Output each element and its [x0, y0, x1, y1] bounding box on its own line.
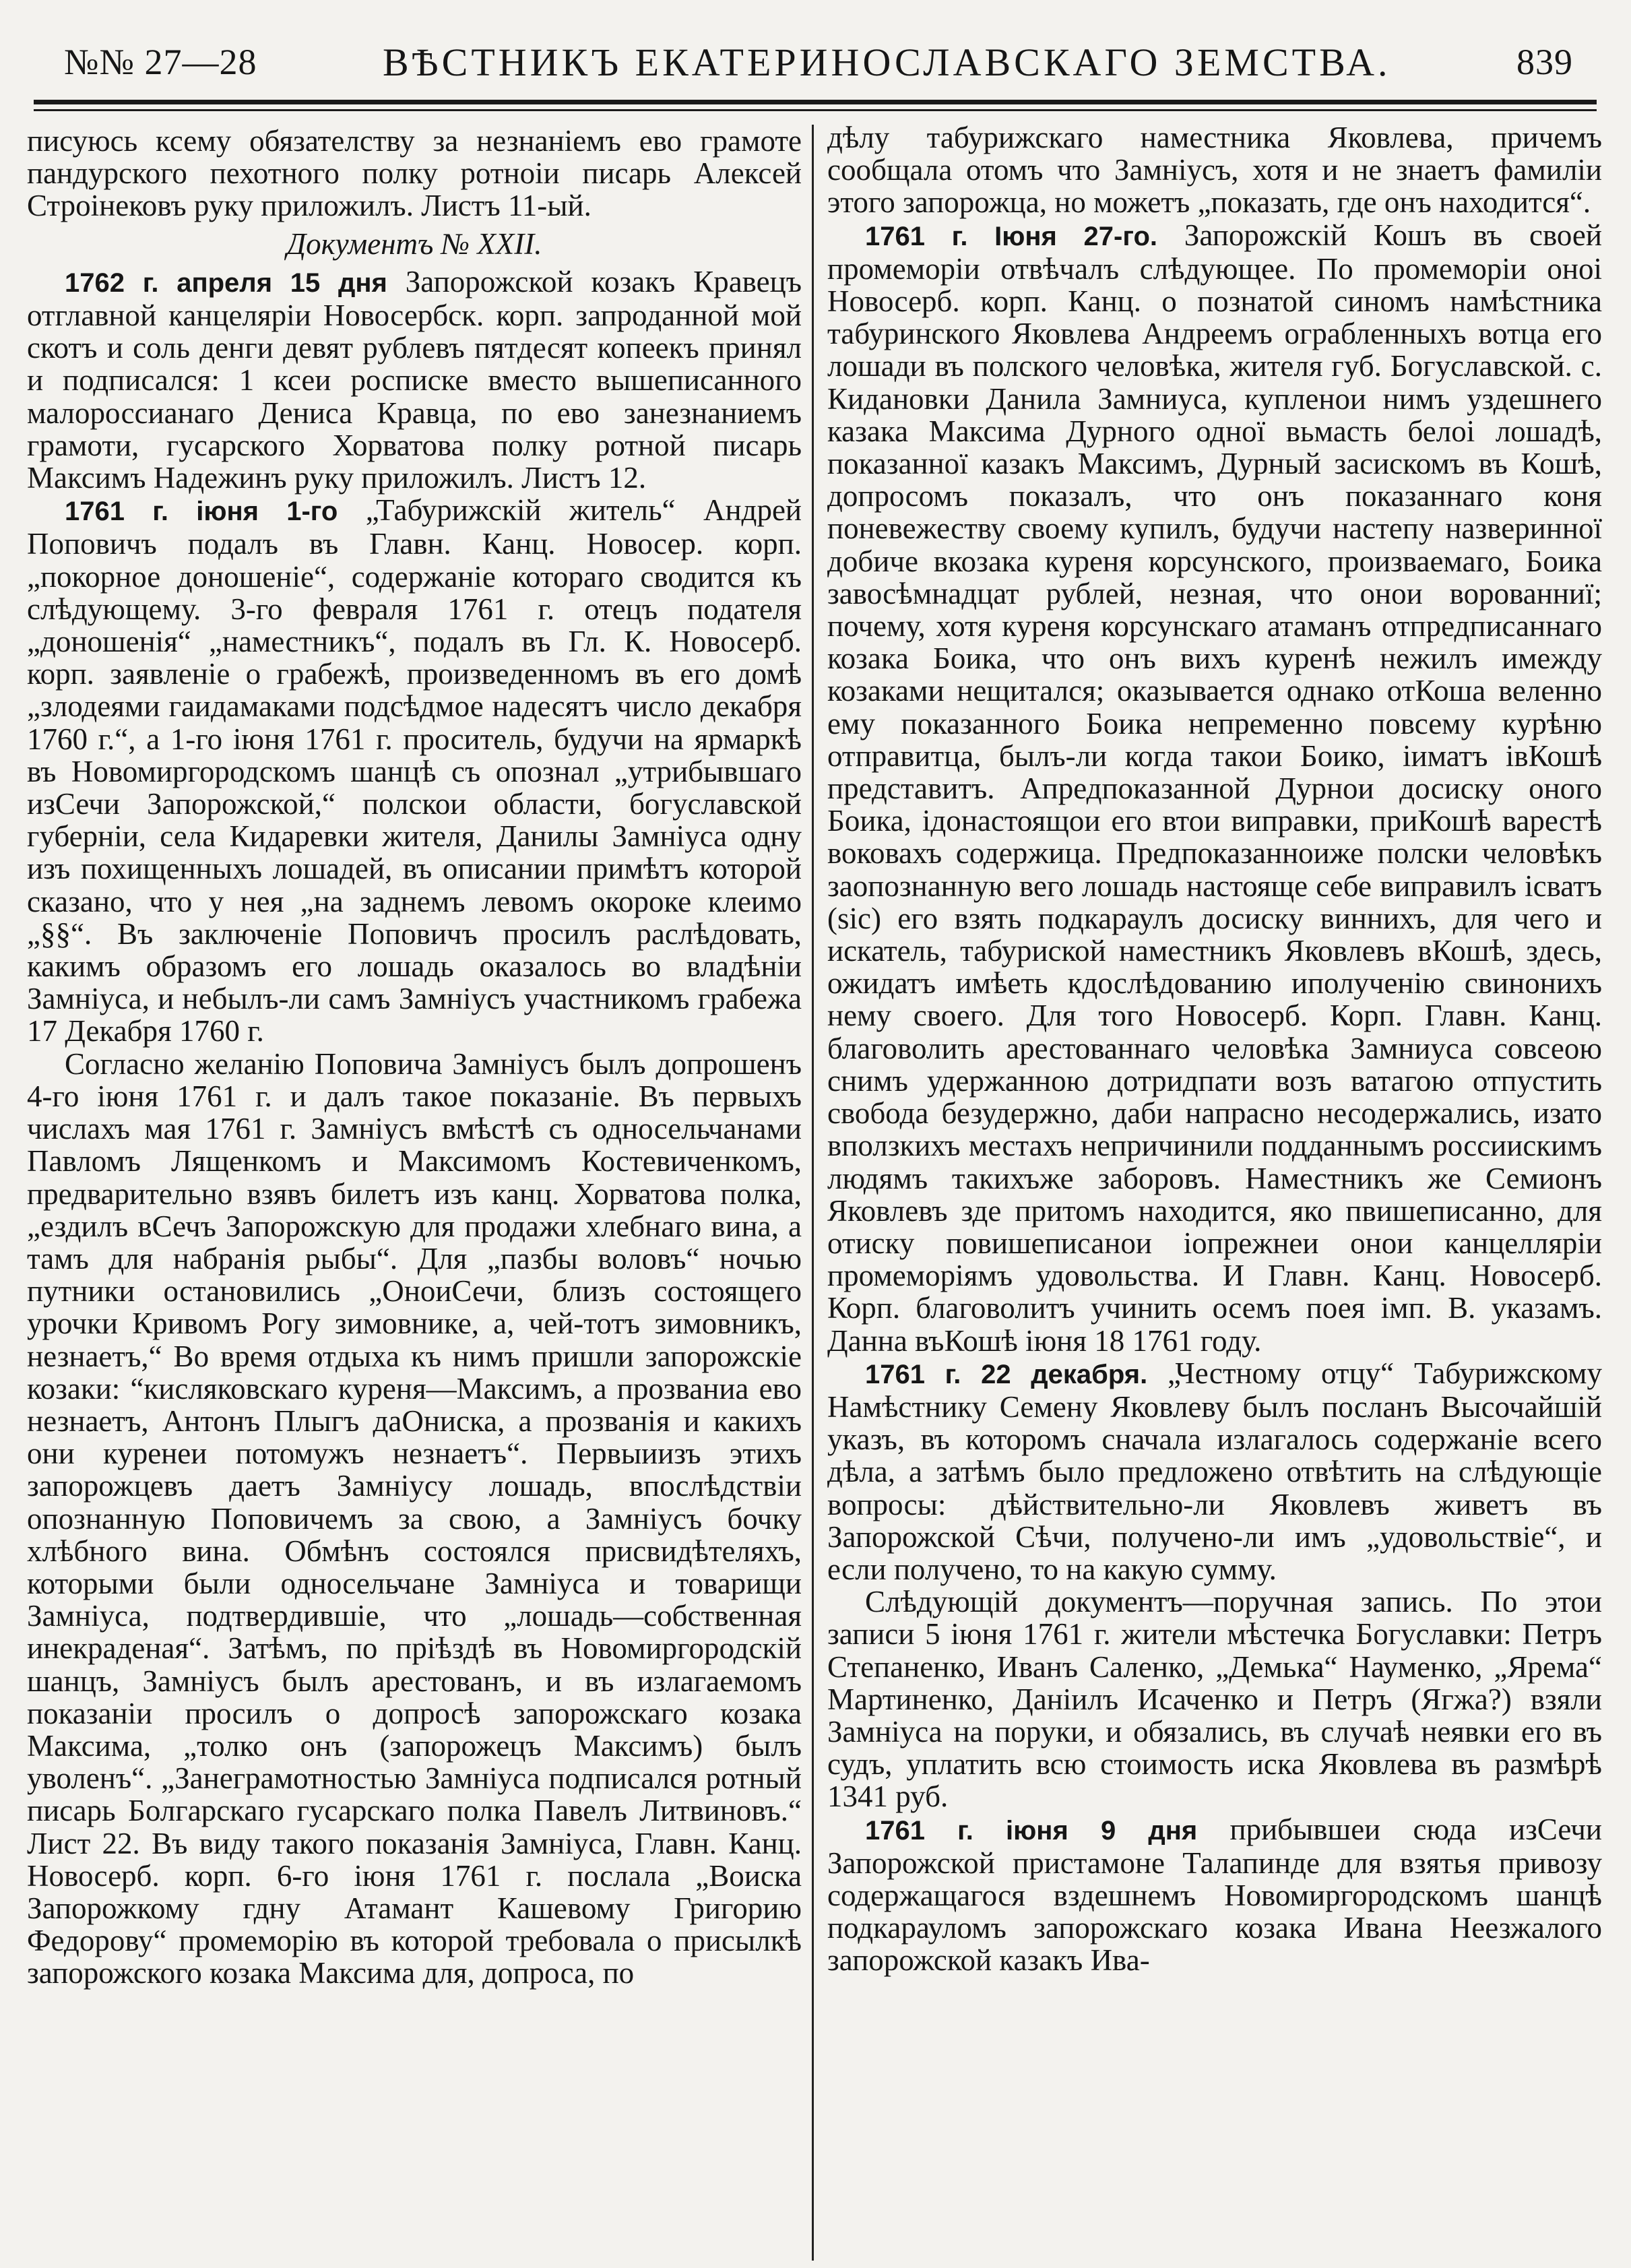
paragraph	[827, 1813, 1602, 1977]
document-title: Документъ № XXII.	[286, 226, 542, 261]
paragraph	[27, 494, 802, 1047]
entry-text: „Честному отцу“ Табурижскому Намѣстнику Семену Яковлеву былъ посланъ Высочайшій указъ, въ которомъ сначала излагалось содержаніе всего дѣла, а затѣмъ было предложено отвѣтить на слѣдующіе вопросы: дѣйствительно-ли Яковлевъ живетъ въ Запорожской Сѣчи, получено-ли имъ „удовольствіе“, и если получено, то на какую сумму.	[827, 1356, 1602, 1586]
column-divider	[812, 125, 814, 2261]
paragraph	[27, 265, 802, 494]
right-column	[827, 121, 1602, 2257]
header-rule-thin	[34, 109, 1597, 111]
entry-date: 1761 г. Іюня 27-го.	[865, 221, 1158, 251]
paragraph	[827, 1357, 1602, 1585]
header-rule-thick	[34, 100, 1597, 104]
entry-date: 1761 г. іюня 1-го	[65, 497, 338, 527]
entry-date: 1761 г. іюня 9 дня	[865, 1815, 1198, 1846]
left-column	[27, 125, 802, 2261]
entry-text: „Табурижскій житель“ Андрей Поповичъ подалъ въ Главн. Канц. Новосер. корп. „покорное доношеніе“, содержаніе котораго сводится къ слѣдующему. 3-го февраля 1761 г. отецъ подателя „доношенія“ „наместникъ“, подалъ въ Гл. К. Новосерб. корп. заявленіе о грабежѣ, произведенномъ въ его домѣ „злодеями гаидамаками подсѣдмое надесятъ число декабря 1760 г.“, а 1-го іюня 1761 г. проситель, будучи на ярмаркѣ въ Новомиргородскомъ шанцѣ съ опознал „утрибывшаго изСечи Запорожской,“ полскои области, богуславской губерніи, села Кидаревки жителя, Данилы Замніуса одну изъ похищенныхъ лошадей, въ описании примѣтъ которой сказано, что у нея „на заднемъ левомъ окороке клеимо „§§“. Въ заключеніе Поповичъ просилъ раслѣдовать, какимъ образомъ его лошадь оказалось во владѣніи Замніуса, и небылъ-ли самъ Замніусъ участникомъ грабежа 17 Декабря 1760 г.	[27, 493, 802, 1048]
entry-date: 1762 г. апреля 15 дня	[65, 267, 387, 298]
paragraph: писуюсь ксему обязателству за незнаніемъ ево грамоте пандурского пехотного полку ротноіи писарь Алексей Строінековъ руку приложилъ. Листъ 11-ый.	[27, 125, 802, 223]
running-header	[64, 35, 1573, 89]
entry-text: Запорожской козакъ Кравецъ отглавной канцеляріи Новосербск. корп. запроданной мой скотъ и соль денги девят рублевъ пятдесят копеекъ принял и подписался: 1 ксеи росписке вместо вышеписанного малороссианаго Дениса Кравца, по ево занезнаниемъ грамоти, гусарского Хорватова полку ротной писарь Максимъ Надежинъ руку приложилъ. Листъ 12.	[27, 264, 802, 495]
paragraph	[827, 219, 1602, 1357]
paragraph: Согласно желанію Поповича Замніусъ былъ допрошенъ 4-го іюня 1761 г. и далъ такое показаніе. Въ первыхъ числахъ мая 1761 г. Замніусъ вмѣстѣ съ односельчанами Павломъ Лященкомъ и Максимомъ Костевиченкомъ, предварительно взявъ билетъ изъ канц. Хорватова полка, „ездилъ вСечъ Запорожскую для продажи хлебнаго вина, а тамъ для набранія рыбы“. Для „пазбы воловъ“ ночью путники остановились „ОноиСечи, близъ состоящего урочки Кривомъ Рогу зимовнике, а, чей-тотъ зимовникъ, незнаетъ,“ Во время отдыха къ нимъ пришли запорожскіе козаки: “кисляковскаго куреня—Максимъ, а прозваниа ево незнаетъ, Антонъ Плыгъ даОниска, а прозванія и какихъ они куренеи потомужъ незнаетъ“. Первыиизъ этихъ запорожцевъ даетъ Замніусу лошадь, впослѣдствіи опознанную Поповичемъ за свою, а Замніусъ бочку хлѣбного вина. Обмѣнъ состоялся присвидѣтеляхъ, которыми были односельчане Замніуса и товарищи Замніуса, подтвердившіе, что „лошадь—собственная инекраденая“. Затѣмъ, по пріѣздѣ въ Новомиргородскій шанцъ, Замніусъ былъ арестованъ, и въ излагаемомъ показаніи просилъ о допросѣ запорожскаго козака Максима, „толко онъ (запорожецъ Максимъ) былъ уволенъ“. „Занеграмотностью Замніуса подписался ротный писарь Болгарскаго гусарскаго полка Павелъ Литвиновъ.“ Лист 22. Въ виду такого показанія Замніуса, Главн. Канц. Новосерб. корп. 6-го іюня 1761 г. послала „Воиска Запорожкому гдну Атамант Кашевому Григорию Федорову“ промеморію въ которой требовала о присылкѣ запорожского козака Максима для, допроса, по	[27, 1046, 802, 1990]
entry-text: Запорожскій Кошъ въ своей промеморіи отвѣчалъ слѣдующее. По промеморіи оноі Новосерб. корп. Канц. о познатой синомъ намѣстника табуринского Яковлева Андреемъ ограбленныхъ вотца его лошади въ полского человѣка, жителя губ. Богуславской. с. Кидановки Данила Замниуса, купленои нимъ уздешнего казака Максима Дурного одної вьмасть белоі лошадѣ, показанної казакъ Максимъ, Дурный засискомъ въ Кошѣ, допросомъ показалъ, что онъ показаннаго коня поневежеству своему купилъ, будучи настепу назверинної добиче вкозака куреня корсунского, произваемаго, Боика завосѣмнадцат рублей, незная, что онои ворованниї; почему, хотя куреня корсунскаго атаманъ отпредписаннаго козака Боика, что онъ вихъ куренѣ нежилъ имежду козаками нещитался; оказывается однако отКоша веленно ему показанного Боика непременно повсему курѣню отправитца, былъ-ли когда такои Боико, іиматъ івКошѣ представитъ. Апредпоказанной Дурнои досиску оного Боика, ідонастоящои его втои виправки, приКошѣ варестѣ воковахъ содержица. Предпоказанноиже полски человѣкъ заопознанную вего лошадь настояще себе виправилъ ісватъ (sic) его взять подкараулъ досиску виннихъ, для чего и искатель, табуриской наместникъ Яковлевъ вКошѣ, здесь, ожидатъ имѣеть кдослѣдованию иполученію свинонихъ нему своего. Для того Новосерб. Корп. Главн. Канц. благоволить арестованнаго человѣка Замниуса совсеою снимъ удержанною дотридпати возъ ватагою отпустить свобода безудержно, даби напрасно несодержались, изато вползкихъ местахъ непричинили подданнымъ россиискимъ людямъ такихъже заборовъ. Наместникъ же Семионъ Яковлевъ зде притомъ находится, яко пвишеписанно, для отиску повишеписанои іопрежнеи онои канцелляріи промеморіямъ удовольства. И Главн. Канц. Новосерб. Корп. благоволитъ учинить осемъ поея імп. В. указамъ. Данна въКошѣ іюня 18 1761 году.	[827, 218, 1602, 1358]
paragraph: дѣлу табурижскаго наместника Яковлева, причемъ сообщала отомъ что Замніусъ, хотя и не знаетъ фамиліи этого запорожца, но можетъ „показать, где онъ находится“.	[827, 121, 1602, 220]
page-number: 839	[1516, 42, 1573, 82]
entry-date: 1761 г. 22 декабря.	[865, 1359, 1148, 1389]
journal-title: ВѢСТНИКЪ ЕКАТЕРИНОСЛАВСКАГО ЗЕМСТВА.	[383, 40, 1391, 84]
issue-number: №№ 27—28	[64, 42, 257, 82]
paragraph: Слѣдующій документъ—поручная запись. По этои записи 5 іюня 1761 г. жители мѣстечка Богуславки: Петръ Степаненко, Иванъ Саленко, „Демька“ Науменко, „Ярема“ Мартиненко, Даніилъ Исаченко и Петръ (Ягжа?) взяли Замніуса на поруки, и обязались, въ случаѣ неявки его въ судъ, уплатить всю стоимость иска Яковлева въ размѣрѣ 1341 руб.	[827, 1585, 1602, 1814]
entry-text: прибывшеи сюда изСечи Запорожской пристамоне Талапинде для взятья привозу содержащагося вздешнемъ Новомиргородскомъ шанцѣ подкарауломъ запорожскаго козака Ивана Неезжалого запорожской казакъ Ива-	[827, 1812, 1602, 1978]
